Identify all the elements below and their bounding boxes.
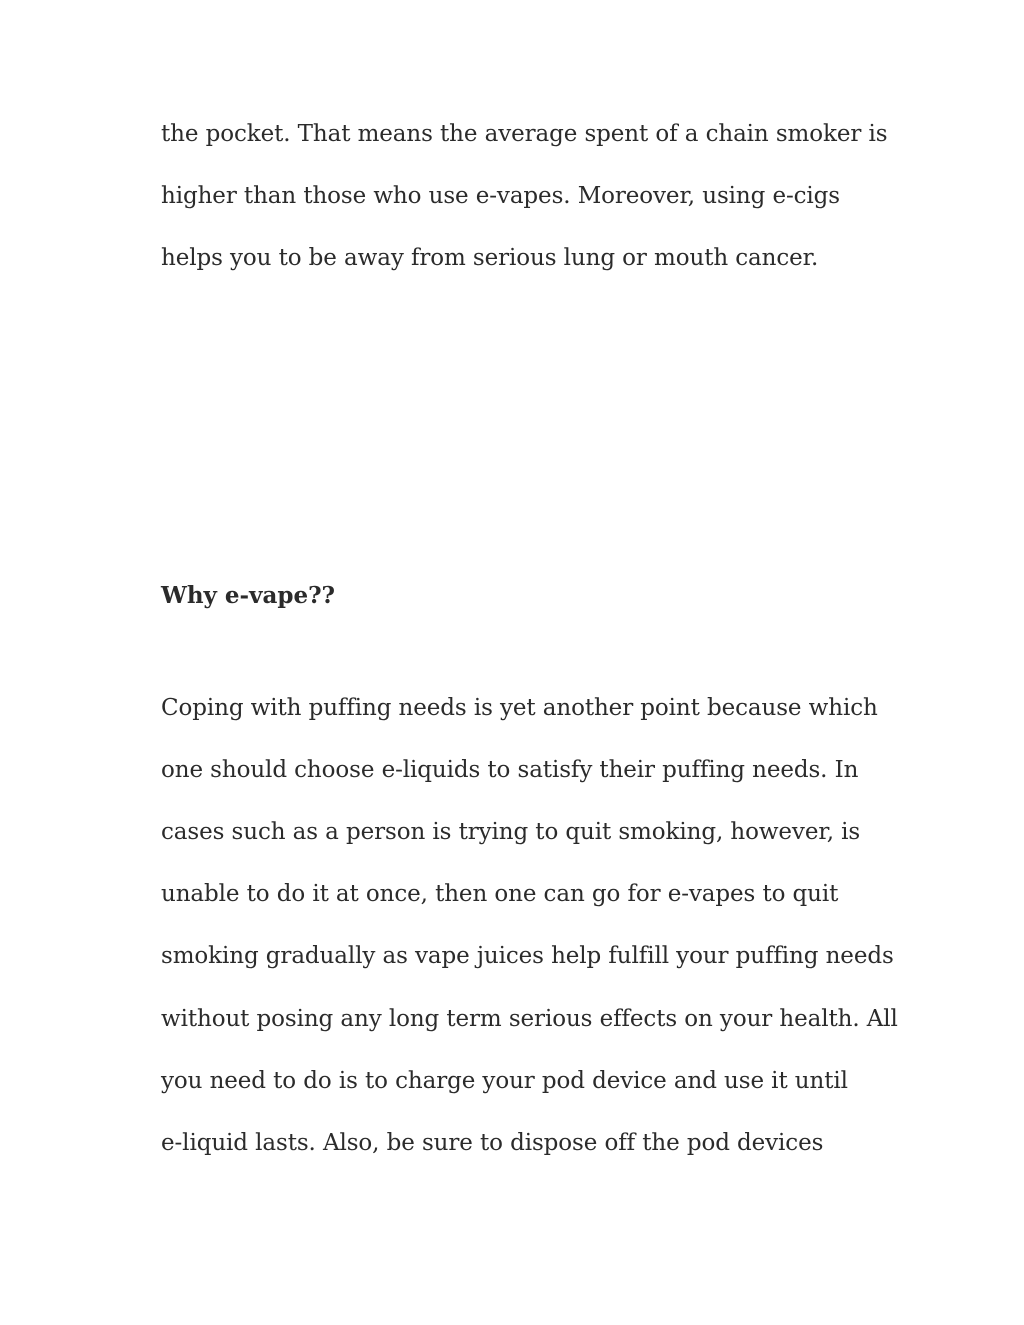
text-line: the pocket. That means the average spent of a chain smoker is (161, 121, 888, 147)
text-line: one should choose e-liquids to satisfy their puffing needs. In (161, 757, 859, 783)
text-line: higher than those who use e-vapes. Moreover, using e-cigs (161, 183, 840, 209)
section-heading: Why e-vape?? (161, 582, 336, 609)
text-line: without posing any long term serious effects on your health. All (161, 1006, 898, 1032)
text-line: unable to do it at once, then one can go for e-vapes to quit (161, 881, 839, 907)
text-line: Coping with puffing needs is yet another point because which (161, 695, 878, 721)
text-line: e-liquid lasts. Also, be sure to dispose off the pod devices (161, 1130, 824, 1156)
text-line: smoking gradually as vape juices help fulfill your puffing needs (161, 943, 894, 969)
text-line: helps you to be away from serious lung or mouth cancer. (161, 245, 819, 271)
text-line: cases such as a person is trying to quit smoking, however, is (161, 819, 861, 845)
text-line: you need to do is to charge your pod device and use it until (161, 1068, 848, 1094)
